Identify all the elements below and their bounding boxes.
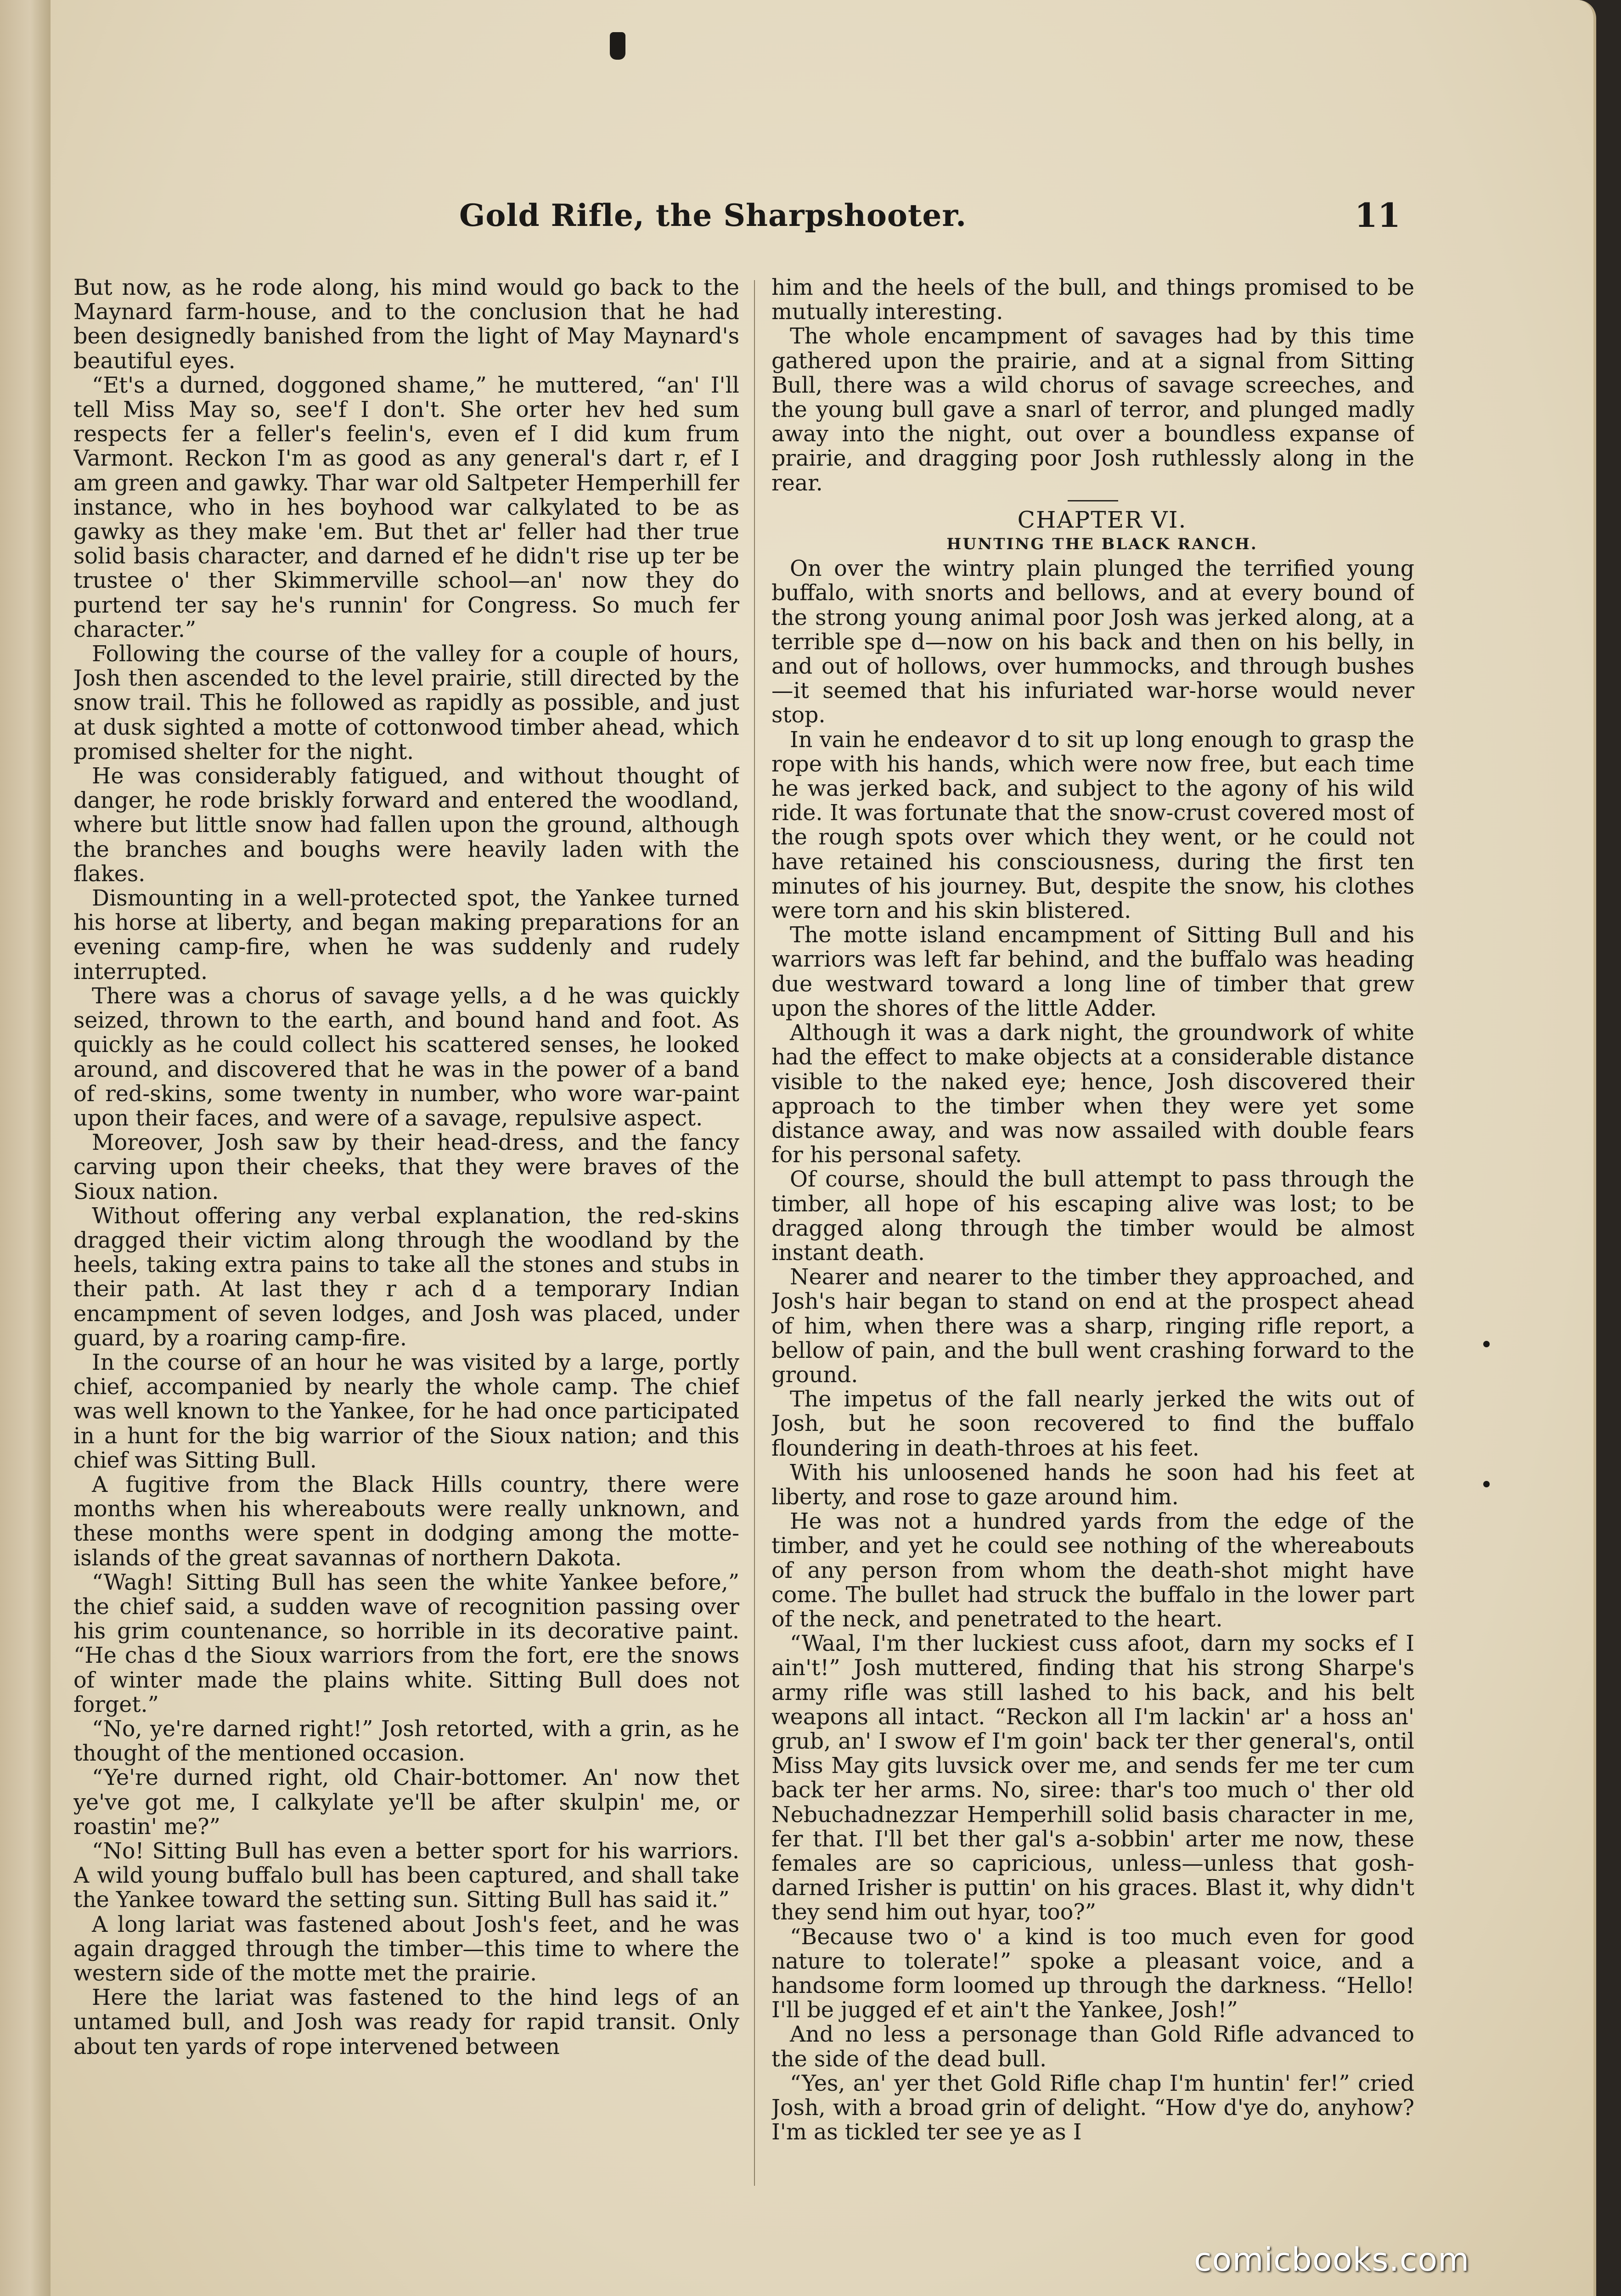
paragraph: “Wagh! Sitting Bull has seen the white Yankee before,” the chief said, a sudden wave of recognition passing over his grim countenance, so horrible in its decorative paint. “He chas d the Sioux warriors from the fort, ere the snows of winter made the plains white. Sitting Bull does not forget.” xyxy=(73,1570,739,1717)
paragraph: him and the heels of the bull, and things promised to be mutually interesting. xyxy=(771,276,1414,325)
right-column xyxy=(771,276,1414,2204)
left-column xyxy=(73,276,739,2204)
paragraph: And no less a personage than Gold Rifle advanced to the side of the dead bull. xyxy=(771,2022,1414,2072)
paragraph: The whole encampment of savages had by this time gathered upon the prairie, and at a signal from Sitting Bull, there was a wild chorus of savage screeches, and the young bull gave a snarl of terror, and plunged madly away into the night, out over a boundless expanse of prairie, and dragging poor Josh ruthlessly along in the rear. xyxy=(771,324,1414,496)
ink-speck xyxy=(1483,1481,1490,1487)
paragraph: A fugitive from the Black Hills country, there were months when his whereabouts were really unknown, and these months were spent in dodging among the motte-islands of the great savannas of northern Dakota. xyxy=(73,1472,739,1571)
paragraph: With his unloosened hands he soon had his feet at liberty, and rose to gaze around him. xyxy=(771,1460,1414,1510)
paragraph: On over the wintry plain plunged the terrified young buffalo, with snorts and bellows, and at every bound of the strong young animal poor Josh was jerked along, at a terrible spe d—now on his back and then on his belly, in and out of hollows, over hummocks, and through bushes—it seemed that his infuriated war-horse would never stop. xyxy=(771,556,1414,728)
watermark: comicbooks.com xyxy=(1194,2241,1470,2279)
column-divider xyxy=(754,280,755,2186)
paragraph: The motte island encampment of Sitting Bull and his warriors was left far behind, and the buffalo was heading due westward toward a long line of timber that grew upon the shores of the little Adder. xyxy=(771,923,1414,1021)
paragraph: There was a chorus of savage yells, a d he was quickly seized, thrown to the earth, and bound hand and foot. As quickly as he could collect his scattered senses, he looked around, and discovered that he was in the power of a band of red-skins, some twenty in number, who wore war-paint upon their faces, and were of a savage, repulsive aspect. xyxy=(73,983,739,1131)
paragraph: “Ye're durned right, old Chair-bottomer. An' now thet ye've got me, I calkylate ye'll be after skulpin' me, or roastin' me?” xyxy=(73,1765,739,1840)
paragraph: Moreover, Josh saw by their head-dress, and the fancy carving upon their cheeks, that they were braves of the Sioux nation. xyxy=(73,1130,739,1204)
chapter-rule xyxy=(1068,500,1118,501)
paragraph: Although it was a dark night, the groundwork of white had the effect to make objects at a considerable distance visible to the naked eye; hence, Josh discovered their approach to the timber when they were yet some distance away, and was now assailed with double fears for his personal safety. xyxy=(771,1020,1414,1168)
paragraph: “Because two o' a kind is too much even for good nature to tolerate!” spoke a pleasant voice, and a handsome form loomed up through the darkness. “Hello! I'll be jugged ef et ain't the Yankee, Josh!” xyxy=(771,1924,1414,2023)
page-number: 11 xyxy=(1354,196,1401,235)
paragraph: Here the lariat was fastened to the hind legs of an untamed bull, and Josh was ready for rapid transit. Only about ten yards of rope intervened between xyxy=(73,1985,739,2060)
paragraph: “Waal, I'm ther luckiest cuss afoot, darn my socks ef I ain't!” Josh muttered, finding that his strong Sharpe's army rifle was still lashed to his back, and his belt weapons all intact. “Reckon all I'm lackin' ar' a hoss an' grub, an' I swow ef I'm goin' back ter ther general's, ontil Miss May gits luvsick over me, and sends fer me ter cum back ter her arms. No, siree: thar's too much o' ther old Nebuchadnezzar Hemperhill solid basis character in me, fer that. I'll bet ther gal's a-sobbin' arter me now, these females are so capricious, unless—unless that gosh-darned Irisher is puttin' on his graces. Blast it, why didn't they send him out hyar, too?” xyxy=(771,1631,1414,1925)
paragraph: A long lariat was fastened about Josh's feet, and he was again dragged through the timber—this time to where the western side of the motte met the prairie. xyxy=(73,1912,739,1986)
paragraph: In vain he endeavor d to sit up long enough to grasp the rope with his hands, which were now free, but each time he was jerked back, and subject to the agony of his wild ride. It was fortunate that the snow-crust covered most of the rough spots over which they went, or he could not have retained his consciousness, during the first ten minutes of his journey. But, despite the snow, his clothes were torn and his skin blistered. xyxy=(771,727,1414,924)
paragraph: The impetus of the fall nearly jerked the wits out of Josh, but he soon recovered to find the buffalo floundering in death-throes at his feet. xyxy=(771,1387,1414,1461)
paragraph: Nearer and nearer to the timber they approached, and Josh's hair began to stand on end at the prospect ahead of him, when there was a sharp, ringing rifle report, a bellow of pain, and the bull went crashing forward to the ground. xyxy=(771,1265,1414,1388)
paragraph: “Et's a durned, doggoned shame,” he muttered, “an' I'll tell Miss May so, see'f I don't. She orter hev hed sum respects fer a feller's feelin's, even ef I did kum frum Varmont. Reckon I'm as good as any general's dart r, ef I am green and gawky. Thar war old Saltpeter Hemperhill fer instance, who in hes boyhood war calkylated to be as gawky as they make 'em. But thet ar' feller had ther true solid basis character, and darned ef he didn't rise up ter be trustee o' ther Skimmerville school—an' now they do purtend ter say he's runnin' for Congress. So much fer character.” xyxy=(73,372,739,642)
paragraph: He was considerably fatigued, and without thought of danger, he rode briskly forward and entered the woodland, where but little snow had fallen upon the ground, although the branches and boughs were heavily laden with the flakes. xyxy=(73,764,739,887)
paragraph: “Yes, an' yer thet Gold Rifle chap I'm huntin' fer!” cried Josh, with a broad grin of delight. “How d'ye do, anyhow? I'm as tickled ter see ye as I xyxy=(771,2071,1414,2145)
paragraph: “No, ye're darned right!” Josh retorted, with a grin, as he thought of the mentioned occasion. xyxy=(73,1716,739,1767)
paragraph: Of course, should the bull attempt to pass through the timber, all hope of his escaping alive was lost; to be dragged along through the timber would be almost instant death. xyxy=(771,1167,1414,1266)
paragraph: Dismounting in a well-protected spot, the Yankee turned his horse at liberty, and began making preparations for an evening camp-fire, when he was suddenly and rudely interrupted. xyxy=(73,886,739,985)
running-header xyxy=(459,192,1401,242)
book-title: Gold Rifle, the Sharpshooter. xyxy=(459,197,967,233)
printer-ornament xyxy=(610,32,625,60)
chapter-heading: CHAPTER VI. xyxy=(1017,506,1187,533)
facing-page-edge xyxy=(0,0,51,2296)
ink-speck xyxy=(1483,1341,1490,1347)
paragraph: “No! Sitting Bull has even a better sport for his warriors. A wild young buffalo bull has been captured, and shall take the Yankee toward the setting sun. Sitting Bull has said it.” xyxy=(73,1839,739,1913)
paragraph: But now, as he rode along, his mind would go back to the Maynard farm-house, and to the conclusion that he had been designedly banished from the light of May Maynard's beautiful eyes. xyxy=(73,276,739,374)
paragraph: Following the course of the valley for a couple of hours, Josh then ascended to the level prairie, still directed by the snow trail. This he followed as rapidly as possible, and just at dusk sighted a motte of cottonwood timber ahead, which promised shelter for the night. xyxy=(73,642,739,765)
paragraph: He was not a hundred yards from the edge of the timber, and yet he could see nothing of the whereabouts of any person from whom the death-shot might have come. The bullet had struck the buffalo in the lower part of the neck, and penetrated to the heart. xyxy=(771,1509,1414,1632)
chapter-subtitle: HUNTING THE BLACK RANCH. xyxy=(946,535,1258,554)
paragraph: In the course of an hour he was visited by a large, portly chief, accompanied by nearly the whole camp. The chief was well known to the Yankee, for he had once participated in a hunt for the big warrior of the Sioux nation; and this chief was Sitting Bull. xyxy=(73,1350,739,1473)
paragraph: Without offering any verbal explanation, the red-skins dragged their victim along through the woodland by the heels, taking extra pains to take all the stones and stubs in their path. At last they r ach d a temporary Indian encampment of seven lodges, and Josh was placed, under guard, by a roaring camp-fire. xyxy=(73,1203,739,1351)
